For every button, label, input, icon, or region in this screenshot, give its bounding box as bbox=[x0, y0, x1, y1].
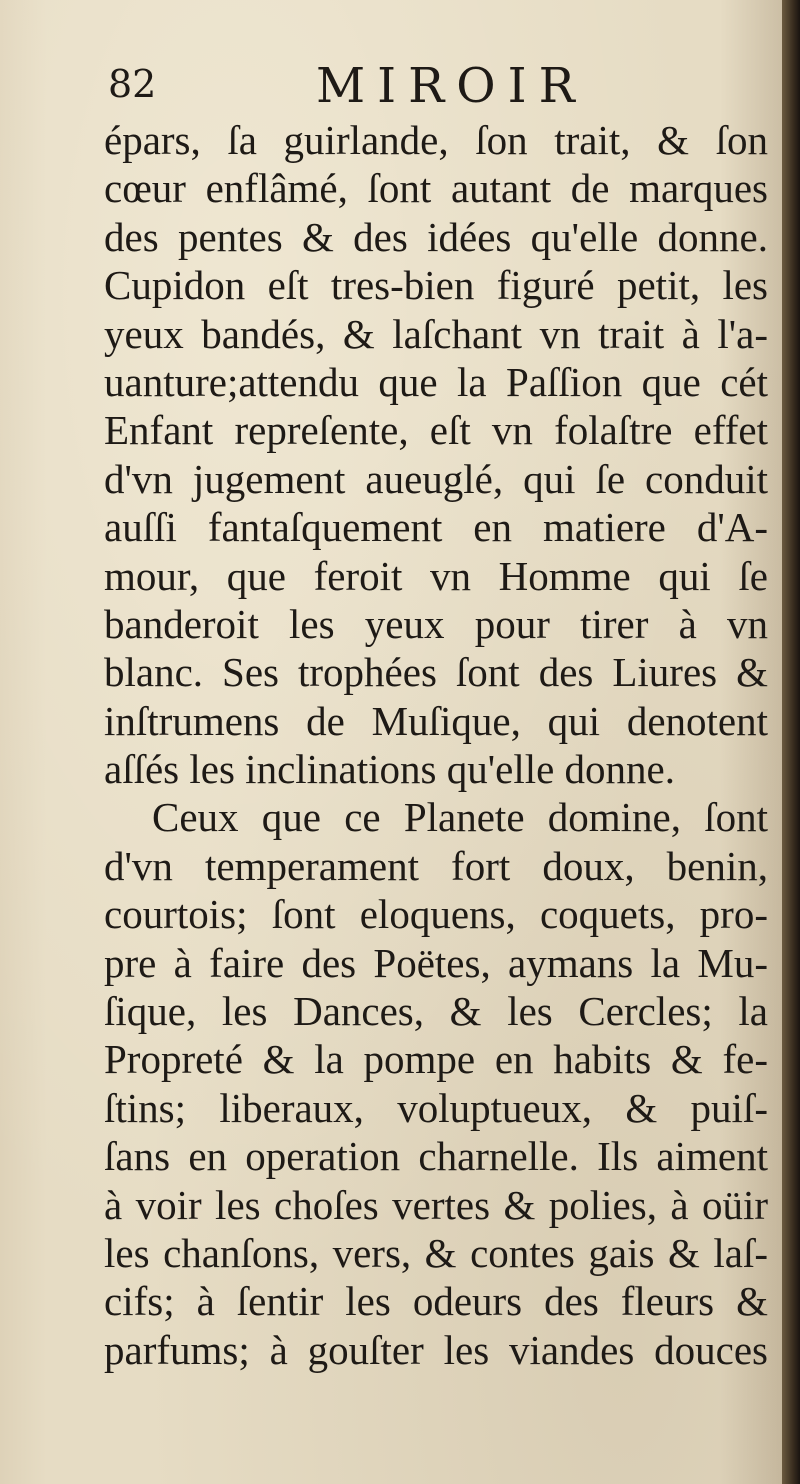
text-line: inſtrumens de Muſique, qui denotent bbox=[104, 697, 768, 744]
running-title: MIROIR bbox=[316, 58, 587, 114]
text-line: auſſi fantaſquement en matiere d'A- bbox=[104, 504, 768, 551]
text-line: cifs; à ſentir les odeurs des fleurs & bbox=[104, 1278, 768, 1325]
text-line: ſans en operation charnelle. Ils aiment bbox=[104, 1133, 768, 1180]
text-line: d'vn jugement aueuglé, qui ſe conduit bbox=[104, 455, 768, 502]
text-line: aſſés les inclinations qu'elle donne. bbox=[104, 746, 675, 793]
text-line: cœur enflâmé, ſont autant de marques bbox=[104, 165, 768, 212]
text-line: blanc. Ses trophées ſont des Liures & bbox=[104, 649, 768, 696]
text-line: les chanſons, vers, & contes gais & laſ- bbox=[104, 1229, 768, 1276]
text-line: à voir les choſes vertes & polies, à oüir bbox=[104, 1181, 768, 1228]
book-spine-edge bbox=[782, 0, 800, 1484]
paragraph bbox=[104, 116, 768, 793]
text-line: pre à faire des Poëtes, aymans la Mu- bbox=[104, 939, 768, 986]
text-line: banderoit les yeux pour tirer à vn bbox=[104, 600, 768, 647]
text-line: uanture;attendu que la Paſſion que cét bbox=[104, 358, 768, 405]
text-line: Enfant repreſente, eſt vn folaſtre effet bbox=[104, 407, 768, 454]
text-line: ſtins; liberaux, voluptueux, & puiſ- bbox=[104, 1084, 768, 1131]
text-line: ſique, les Dances, & les Cercles; la bbox=[104, 988, 768, 1035]
text-line: Ceux que ce Planete domine, ſont bbox=[152, 794, 768, 841]
page-header bbox=[108, 58, 768, 118]
text-line: courtois; ſont eloquens, coquets, pro- bbox=[104, 891, 768, 938]
text-line: Propreté & la pompe en habits & fe- bbox=[104, 1036, 768, 1083]
text-line: mour, que feroit vn Homme qui ſe bbox=[104, 552, 768, 599]
page-number: 82 bbox=[108, 62, 157, 106]
text-line: d'vn temperament fort doux, benin, bbox=[104, 842, 768, 889]
text-line: parfums; à gouſter les viandes douces bbox=[104, 1326, 768, 1373]
text-line: épars, ſa guirlande, ſon trait, & ſon bbox=[104, 117, 768, 163]
text-line: Cupidon eſt tres-bien figuré petit, les bbox=[104, 262, 768, 309]
body-text bbox=[104, 116, 768, 1374]
text-line: des pentes & des idées qu'elle donne. bbox=[104, 213, 768, 260]
paragraph bbox=[104, 793, 768, 1374]
text-line: yeux bandés, & laſchant vn trait à l'a- bbox=[104, 310, 768, 357]
